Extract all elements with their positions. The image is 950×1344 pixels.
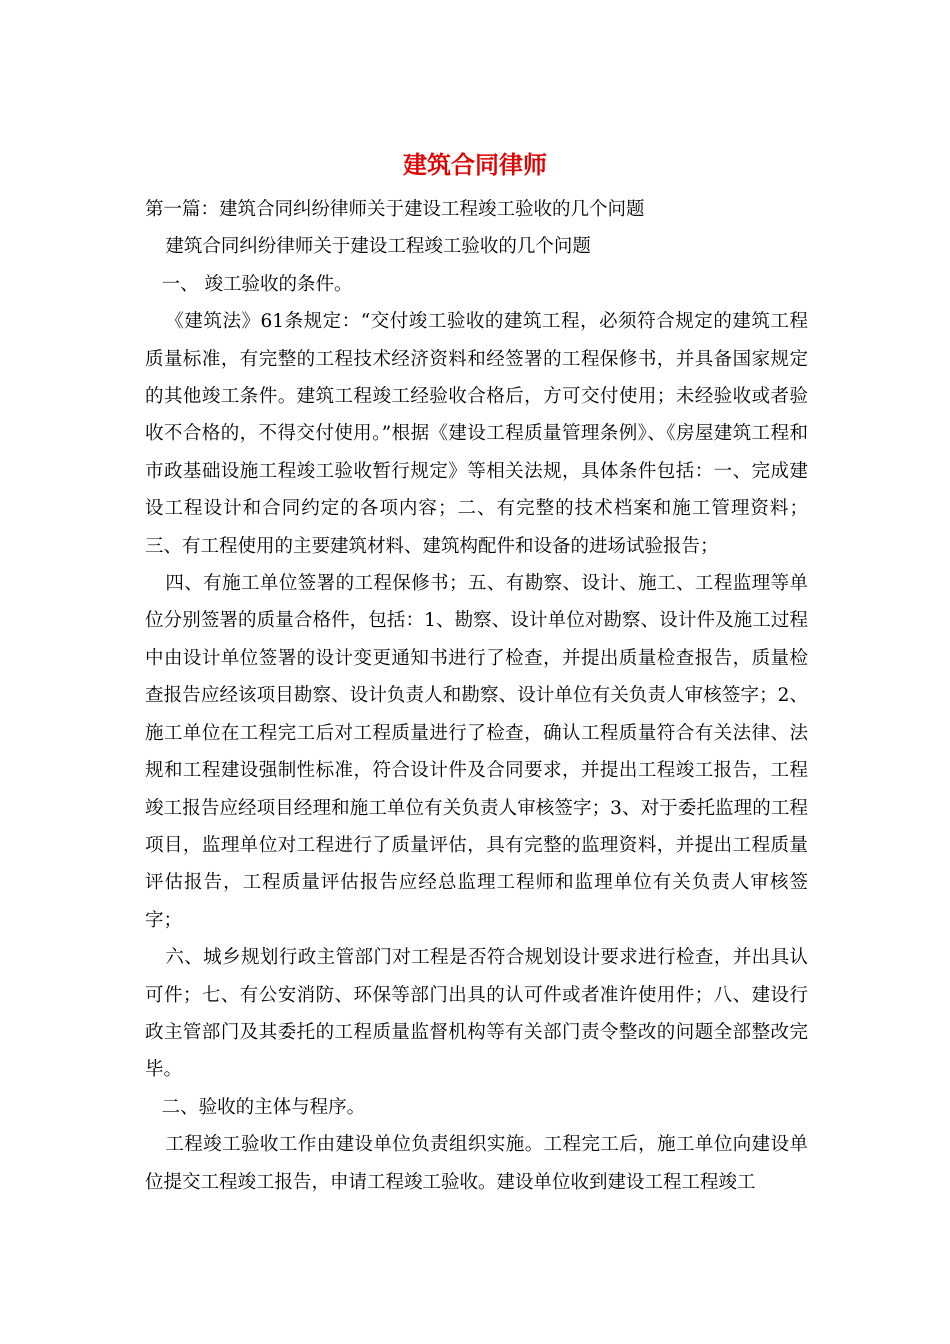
paragraph: 建筑合同纠纷律师关于建设工程竣工验收的几个问题 [165, 236, 591, 258]
paragraph: 《建筑法》61条规定：“交付竣工验收的建筑工程，必须符合规定的建筑工程质量标准，有完整的工程技术经济资料和经签署的工程保修书，并具备国家规定的其他竣工条件。建筑工程竣工经验收合格后，方可交付使用；未经验收或者验收不合格的，不得交付使用。”根据《建设工程质量管理条例》、《房屋建筑工程和市政基础设施工程竣工验收暂行规定》等相关法规，具体条件包括：一、完成建设工程设计和合同约定的各项内容；二、有完整的技术档案和施工管理资料；三、有工程使用的主要建筑材料、建筑构配件和设备的进场试验报告； [145, 311, 808, 557]
document-body [145, 191, 808, 1201]
paragraph: 六、城乡规划行政主管部门对工程是否符合规划设计要求进行检查，并出具认可件；七、有公安消防、环保等部门出具的认可件或者准许使用件；八、建设行政主管部门及其委托的工程质量监督机构等有关部门责令整改的问题全部整改完毕。 [145, 947, 808, 1081]
paragraph: 工程竣工验收工作由建设单位负责组织实施。工程完工后，施工单位向建设单位提交工程竣工报告，申请工程竣工验收。建设单位收到建设工程工程竣工 [145, 1134, 808, 1193]
subsection-heading: 二、验收的主体与程序。 [161, 1096, 366, 1118]
document-title: 建筑合同律师 [403, 151, 547, 179]
paragraph: 四、有施工单位签署的工程保修书；五、有勘察、设计、施工、工程监理等单位分别签署的质量合格件，包括：1、勘察、设计单位对勘察、设计件及施工过程中由设计单位签署的设计变更通知书进行了检查，并提出质量检查报告，质量检查报告应经该项目勘察、设计负责人和勘察、设计单位有关负责人审核签字；2、施工单位在工程完工后对工程质量进行了检查，确认工程质量符合有关法律、法规和工程建设强制性标准，符合设计件及合同要求，并提出工程竣工报告，工程竣工报告应经项目经理和施工单位有关负责人审核签字；3、对于委托监理的工程项目，监理单位对工程进行了质量评估，具有完整的监理资料，并提出工程质量评估报告，工程质量评估报告应经总监理工程师和监理单位有关负责人审核签字； [145, 573, 808, 931]
section-heading: 第一篇：建筑合同纠纷律师关于建设工程竣工验收的几个问题 [145, 199, 645, 220]
subsection-heading: 一、 竣工验收的条件。 [161, 273, 353, 295]
